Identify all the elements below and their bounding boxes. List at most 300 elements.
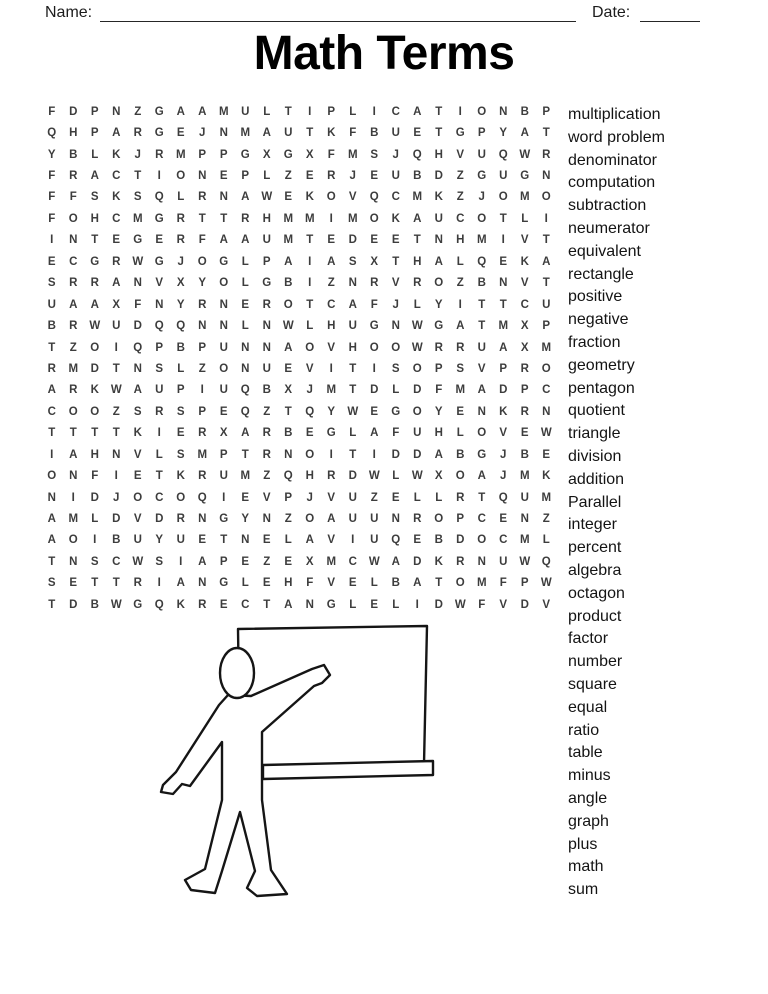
grid-cell: L [241,577,249,590]
grid-cell: D [69,598,78,611]
grid-cell: O [176,491,186,504]
grid-cell: T [198,212,206,225]
grid-cell: S [90,191,99,204]
grid-cell: A [499,341,508,354]
grid-cell: O [477,534,487,547]
grid-cell: B [284,427,293,440]
grid-cell: E [499,255,508,268]
grid-cell: G [154,105,164,118]
grid-cell: V [348,191,357,204]
grid-cell: A [520,127,529,140]
grid-cell: T [306,298,314,311]
word-list [568,104,665,902]
grid-cell: M [240,470,251,483]
grid-cell: L [155,448,163,461]
grid-cell: E [241,491,250,504]
grid-cell: K [305,191,314,204]
grid-cell: N [69,234,78,247]
grid-cell: F [327,148,335,161]
grid-cell: S [155,362,164,375]
grid-cell: N [155,298,164,311]
grid-cell: B [284,277,293,290]
grid-cell: V [456,148,465,161]
grid-cell: Y [176,298,185,311]
grid-cell: N [133,277,142,290]
grid-cell: Q [412,148,422,161]
grid-cell: K [112,148,121,161]
grid-cell: T [435,577,443,590]
grid-cell: L [413,491,421,504]
grid-cell: G [477,448,487,461]
grid-cell: W [411,341,423,354]
word-item: octagon [568,584,625,602]
grid-cell: X [520,320,529,333]
grid-cell: U [434,212,443,225]
grid-cell: F [69,191,77,204]
grid-cell: Z [134,105,142,118]
grid-cell: A [112,127,121,140]
grid-cell: M [541,491,552,504]
word-item: Parallel [568,493,622,511]
grid-cell: T [134,170,142,183]
grid-cell: T [48,598,56,611]
grid-cell: R [69,320,78,333]
grid-cell: G [90,255,100,268]
grid-cell: V [133,448,142,461]
grid-cell: N [198,577,207,590]
grid-cell: T [284,405,292,418]
grid-cell: A [262,127,271,140]
grid-cell: G [434,320,444,333]
grid-cell: O [90,341,100,354]
grid-cell: R [198,427,207,440]
grid-cell: Z [456,277,464,290]
grid-cell: P [477,127,486,140]
grid-cell: M [347,212,358,225]
grid-cell: W [110,598,122,611]
grid-cell: D [90,362,99,375]
grid-cell: W [89,320,101,333]
grid-cell: K [112,191,121,204]
grid-cell: A [112,277,121,290]
grid-cell: Y [155,534,164,547]
grid-cell: R [413,277,422,290]
grid-cell: L [413,298,421,311]
grid-cell: R [155,405,164,418]
grid-cell: G [369,320,379,333]
grid-cell: R [133,127,142,140]
grid-cell: O [68,534,78,547]
grid-cell: M [476,234,487,247]
grid-cell: L [542,534,550,547]
grid-cell: O [477,212,487,225]
grid-cell: H [434,148,443,161]
grid-cell: D [155,513,164,526]
grid-cell: U [155,384,164,397]
grid-cell: M [455,384,466,397]
grid-cell: D [90,491,99,504]
grid-cell: G [326,598,336,611]
grid-cell: C [112,170,121,183]
word-item: negative [568,311,629,329]
grid-cell: T [155,470,163,483]
grid-cell: M [326,555,337,568]
grid-cell: M [240,127,251,140]
grid-cell: B [520,105,529,118]
grid-cell: W [519,148,531,161]
grid-cell: B [456,448,465,461]
grid-cell: I [50,234,54,247]
grid-cell: T [349,384,357,397]
grid-cell: E [391,491,400,504]
grid-cell: T [112,577,120,590]
grid-cell: L [241,255,249,268]
grid-cell: Q [541,555,551,568]
grid-cell: L [392,384,400,397]
grid-cell: U [262,362,271,375]
grid-cell: P [327,105,336,118]
grid-cell: D [413,384,422,397]
grid-cell: P [155,341,164,354]
grid-cell: Q [283,470,293,483]
grid-cell: A [477,470,486,483]
grid-cell: A [133,384,142,397]
grid-cell: N [499,105,508,118]
person-head [220,648,254,698]
grid-cell: V [520,234,529,247]
grid-cell: K [434,191,443,204]
grid-cell: V [327,534,336,547]
grid-cell: X [284,384,293,397]
grid-cell: E [370,170,379,183]
grid-cell: T [542,277,550,290]
grid-cell: A [47,513,56,526]
grid-cell: R [262,427,271,440]
grid-cell: C [47,405,56,418]
date-label: Date: [592,4,631,21]
grid-cell: M [412,191,423,204]
grid-cell: T [542,234,550,247]
grid-cell: S [370,148,379,161]
grid-cell: O [434,277,444,290]
grid-cell: O [68,212,78,225]
grid-cell: X [520,341,529,354]
grid-cell: N [391,513,400,526]
word-item: table [568,744,603,762]
grid-cell: O [305,341,315,354]
grid-cell: R [434,341,443,354]
grid-cell: A [90,170,99,183]
grid-cell: T [220,534,228,547]
grid-cell: K [520,255,529,268]
grid-cell: K [90,384,99,397]
grid-cell: O [219,362,229,375]
grid-cell: O [498,191,508,204]
grid-cell: L [263,105,271,118]
grid-cell: P [520,577,529,590]
word-item: fraction [568,333,621,351]
grid-cell: M [68,362,79,375]
grid-cell: F [198,234,206,247]
grid-cell: V [155,277,164,290]
grid-cell: T [48,341,56,354]
grid-cell: P [262,255,271,268]
grid-cell: A [69,448,78,461]
grid-cell: E [520,427,529,440]
grid-cell: C [499,534,508,547]
grid-cell: W [411,470,423,483]
word-item: angle [568,789,608,807]
word-item: division [568,447,622,465]
grid-cell: A [47,384,56,397]
grid-cell: A [391,555,400,568]
grid-cell: G [219,513,229,526]
grid-cell: C [477,513,486,526]
grid-cell: N [219,127,228,140]
grid-cell: C [112,555,121,568]
grid-cell: X [305,148,314,161]
grid-cell: A [284,341,293,354]
word-search-grid [41,101,557,616]
grid-cell: E [241,555,250,568]
word-item: integer [568,516,617,534]
word-item: pentagon [568,379,635,397]
grid-cell: E [219,170,228,183]
grid-cell: R [69,277,78,290]
grid-cell: Q [305,405,315,418]
grid-cell: C [112,212,121,225]
grid-cell: E [69,577,78,590]
grid-cell: C [520,298,529,311]
grid-cell: T [48,555,56,568]
grid-cell: M [326,384,337,397]
grid-cell: Q [154,320,164,333]
grid-cell: L [392,598,400,611]
grid-cell: U [477,148,486,161]
grid-cell: I [200,384,204,397]
grid-cell: A [241,234,250,247]
grid-cell: O [47,470,57,483]
grid-cell: A [90,298,99,311]
grid-cell: V [499,598,508,611]
grid-cell: G [477,170,487,183]
grid-cell: T [112,362,120,375]
word-item: equivalent [568,242,641,260]
grid-cell: R [520,362,529,375]
grid-cell: J [134,148,141,161]
grid-cell: Z [263,555,271,568]
grid-cell: Z [112,405,120,418]
grid-cell: T [241,448,249,461]
grid-cell: B [69,148,78,161]
word-item: equal [568,698,608,716]
grid-cell: Y [434,298,443,311]
word-item: geometry [568,356,635,374]
grid-cell: Y [434,405,443,418]
grid-cell: Z [69,341,77,354]
grid-cell: I [308,105,312,118]
grid-cell: E [413,534,422,547]
grid-cell: U [542,298,551,311]
grid-cell: S [176,448,185,461]
grid-cell: E [198,534,207,547]
grid-cell: G [154,212,164,225]
grid-cell: I [415,598,419,611]
grid-cell: E [456,405,465,418]
grid-cell: M [283,212,294,225]
grid-cell: P [499,362,508,375]
grid-cell: L [177,362,185,375]
grid-cell: A [434,448,443,461]
grid-cell: B [434,534,443,547]
grid-cell: A [47,534,56,547]
grid-cell: O [305,448,315,461]
grid-cell: K [434,555,443,568]
grid-cell: W [261,191,273,204]
grid-cell: F [478,598,486,611]
grid-cell: S [348,255,357,268]
grid-cell: U [370,513,379,526]
grid-cell: C [391,191,400,204]
grid-cell: V [133,513,142,526]
grid-cell: S [176,405,185,418]
grid-cell: N [69,555,78,568]
grid-cell: T [112,427,120,440]
grid-cell: K [176,598,185,611]
grid-cell: A [477,384,486,397]
grid-cell: B [370,127,379,140]
word-item: minus [568,767,611,785]
grid-cell: E [176,427,185,440]
grid-cell: P [90,105,99,118]
grid-cell: I [308,277,312,290]
date-fill-line [640,21,700,22]
grid-cell: N [520,513,529,526]
word-item: computation [568,174,656,192]
grid-cell: U [477,341,486,354]
grid-cell: N [284,448,293,461]
grid-cell: B [477,277,486,290]
grid-cell: P [219,448,228,461]
grid-cell: X [434,470,443,483]
grid-cell: P [198,405,207,418]
grid-cell: N [219,298,228,311]
grid-cell: W [368,470,380,483]
grid-cell: A [348,298,357,311]
grid-cell: J [500,470,507,483]
grid-cell: G [326,427,336,440]
grid-cell: B [176,341,185,354]
grid-cell: V [327,577,336,590]
grid-cell: R [241,212,250,225]
grid-cell: L [306,320,314,333]
grid-cell: Y [198,277,207,290]
grid-cell: N [262,513,271,526]
grid-cell: O [369,212,379,225]
grid-cell: W [540,577,552,590]
grid-cell: A [284,255,293,268]
grid-cell: T [478,491,486,504]
grid-cell: R [262,448,271,461]
grid-cell: I [222,491,226,504]
grid-cell: O [283,298,293,311]
grid-cell: B [520,448,529,461]
grid-cell: R [370,277,379,290]
word-item: graph [568,812,609,830]
grid-cell: I [157,170,161,183]
grid-cell: R [69,384,78,397]
grid-cell: I [372,448,376,461]
grid-cell: P [219,555,228,568]
grid-cell: G [455,127,465,140]
grid-cell: A [198,105,207,118]
grid-cell: N [262,320,271,333]
grid-cell: E [327,234,336,247]
grid-cell: J [478,191,485,204]
grid-cell: I [329,448,333,461]
grid-cell: I [50,448,54,461]
grid-cell: E [155,234,164,247]
grid-cell: O [176,170,186,183]
grid-cell: E [305,427,314,440]
grid-cell: A [241,427,250,440]
grid-cell: W [110,384,122,397]
grid-cell: N [133,362,142,375]
word-item: sum [568,881,599,899]
grid-cell: R [262,298,271,311]
grid-cell: T [91,234,99,247]
grid-cell: H [348,341,357,354]
grid-cell: A [456,320,465,333]
grid-cell: F [134,298,142,311]
grid-cell: N [219,191,228,204]
grid-cell: Z [370,491,378,504]
grid-cell: K [542,470,551,483]
grid-cell: S [90,555,99,568]
grid-cell: X [305,555,314,568]
grid-cell: P [198,341,207,354]
grid-cell: O [369,341,379,354]
grid-cell: I [114,341,118,354]
grid-cell: H [327,320,336,333]
grid-cell: T [349,362,357,375]
grid-cell: T [48,427,56,440]
grid-cell: V [327,341,336,354]
grid-cell: N [112,448,121,461]
page-title: Math Terms [253,27,515,80]
word-item: positive [568,288,623,306]
grid-cell: A [370,427,379,440]
grid-cell: O [412,362,422,375]
grid-cell: P [219,148,228,161]
grid-cell: O [541,191,551,204]
grid-cell: G [240,148,250,161]
grid-cell: O [219,277,229,290]
grid-cell: M [476,577,487,590]
grid-cell: J [113,491,120,504]
grid-cell: Z [284,170,292,183]
grid-cell: T [478,320,486,333]
grid-cell: V [262,491,271,504]
grid-cell: D [434,598,443,611]
grid-cell: R [47,362,56,375]
grid-cell: D [133,320,142,333]
grid-cell: E [219,598,228,611]
grid-cell: T [91,427,99,440]
grid-cell: U [520,491,529,504]
grid-cell: N [348,277,357,290]
grid-cell: U [47,298,56,311]
